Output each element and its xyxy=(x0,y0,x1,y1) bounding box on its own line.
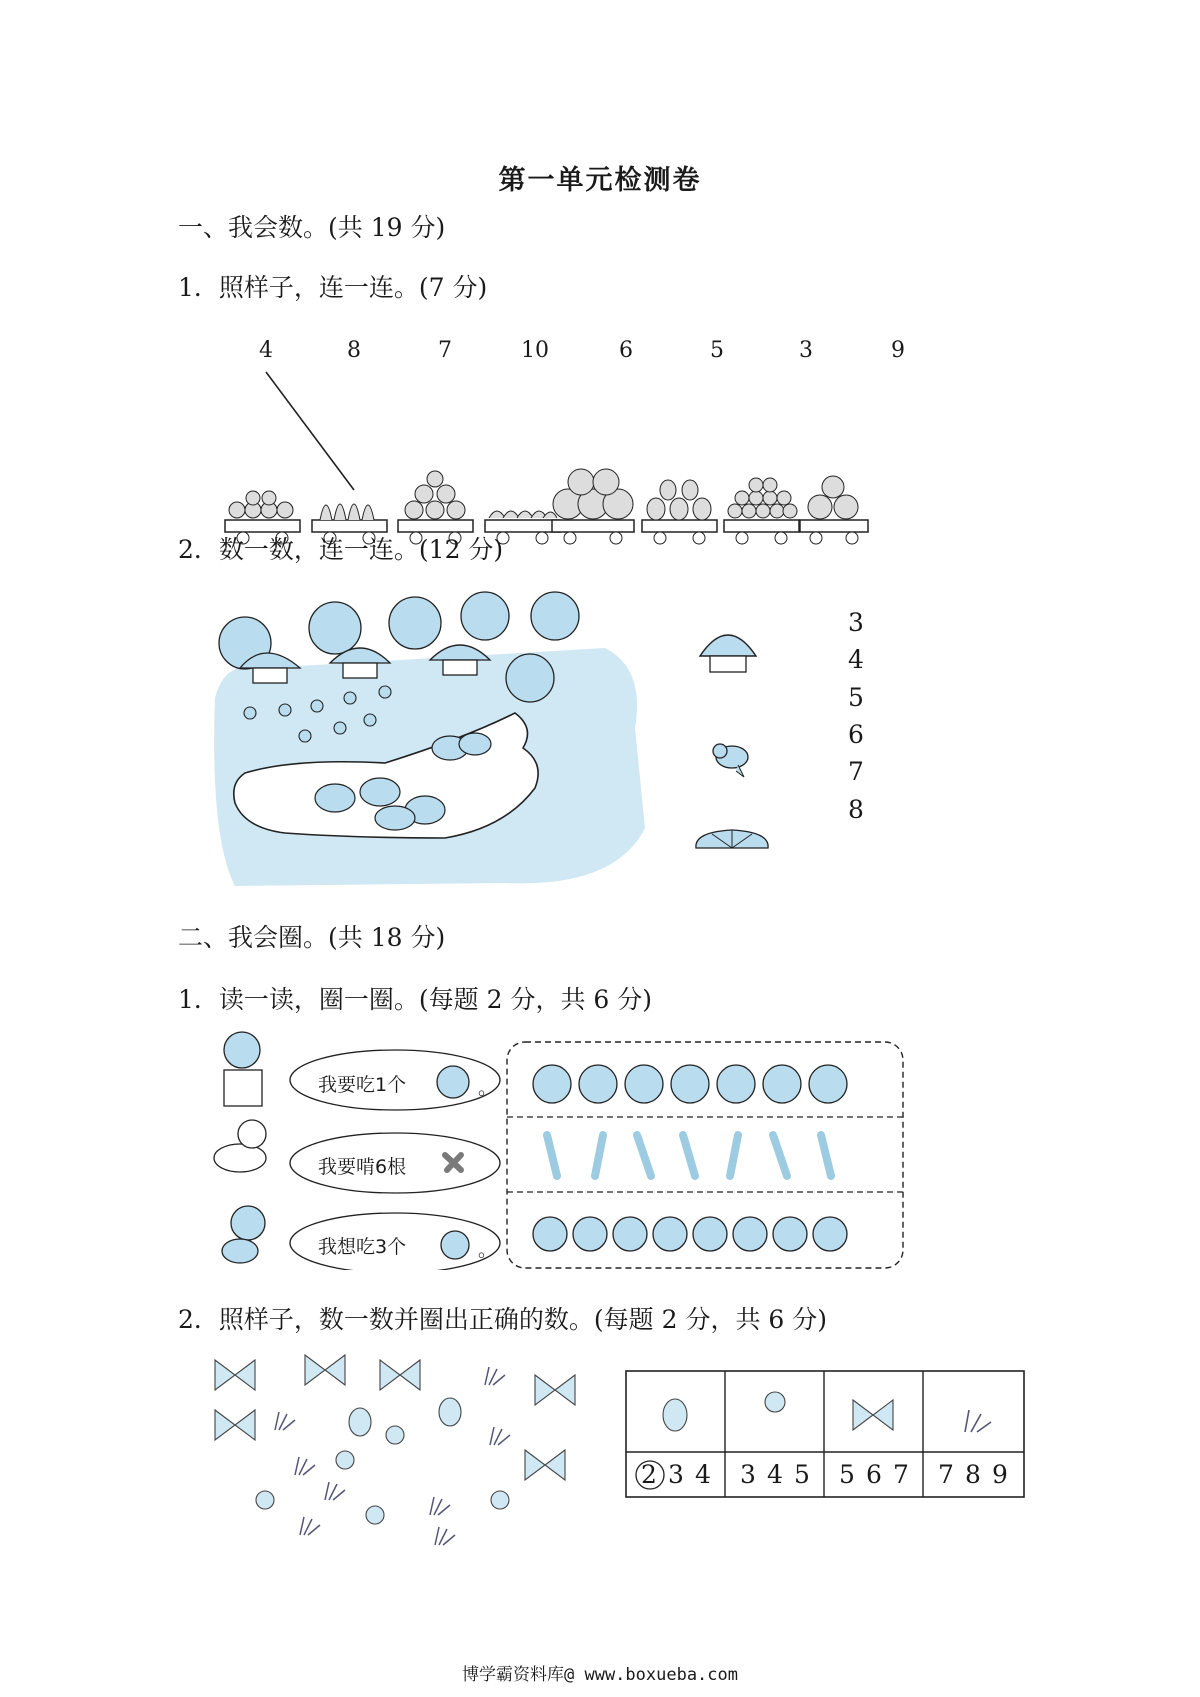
bubble-end-mark: 。 xyxy=(478,1239,498,1261)
apple-icon[interactable] xyxy=(717,1065,755,1103)
question-2-2-label: 2．照样子，数一数并圈出正确的数。(每题 2 分，共 6 分) xyxy=(178,1305,828,1334)
question-1-1-label: 1．照样子，连一连。(7 分) xyxy=(178,273,488,302)
number-label: 10 xyxy=(521,338,549,363)
boy-icon xyxy=(224,1032,262,1106)
grass-icon xyxy=(295,1457,315,1475)
table-choice[interactable]: 2 xyxy=(641,1460,657,1489)
apple-icon[interactable] xyxy=(671,1065,709,1103)
cart-oranges[interactable] xyxy=(724,478,799,544)
butterfly-icon xyxy=(305,1355,345,1385)
peach-icon[interactable] xyxy=(653,1217,687,1251)
mushroom-house-icon xyxy=(700,635,756,672)
peach-icon[interactable] xyxy=(773,1217,807,1251)
apple-icon[interactable] xyxy=(625,1065,663,1103)
apple-icon[interactable] xyxy=(809,1065,847,1103)
section-heading-2: 二、我会圈。(共 18 分) xyxy=(178,923,446,952)
example-connect-line xyxy=(266,372,354,490)
grass-icon xyxy=(325,1482,345,1500)
cart-melons[interactable] xyxy=(552,469,634,544)
butterfly-icon xyxy=(525,1450,565,1480)
scattered-items xyxy=(205,1350,605,1550)
bubble-end-mark: 。 xyxy=(478,1077,498,1099)
rose-icon xyxy=(336,1451,354,1469)
apple-icon xyxy=(437,1066,469,1098)
count-option[interactable]: 4 xyxy=(848,645,864,674)
peach-icon[interactable] xyxy=(533,1217,567,1251)
table-choice[interactable]: 8 xyxy=(965,1460,981,1489)
count-option[interactable]: 7 xyxy=(848,757,864,786)
count-option[interactable]: 3 xyxy=(848,608,864,637)
count-items xyxy=(692,618,772,878)
peach-icon[interactable] xyxy=(693,1217,727,1251)
peach-icon[interactable] xyxy=(613,1217,647,1251)
butterfly-icon xyxy=(380,1360,420,1390)
pond-scene xyxy=(205,588,655,888)
rabbit-icon xyxy=(349,1408,371,1436)
peach-icon[interactable] xyxy=(813,1217,847,1251)
number-label: 4 xyxy=(259,338,273,363)
table-choice[interactable]: 5 xyxy=(794,1460,810,1489)
count-option[interactable]: 8 xyxy=(848,795,864,824)
apple-icon[interactable] xyxy=(763,1065,801,1103)
question-1-2-label: 2．数一数，连一连。(12 分) xyxy=(178,535,504,564)
table-choice[interactable]: 5 xyxy=(839,1460,855,1489)
footer-watermark: 博学霸资料库@ www.boxueba.com xyxy=(462,1665,738,1685)
apple-icon[interactable] xyxy=(579,1065,617,1103)
table-choice[interactable]: 7 xyxy=(893,1460,909,1489)
rose-icon xyxy=(765,1392,785,1412)
table-choice[interactable]: 7 xyxy=(938,1460,954,1489)
number-label: 5 xyxy=(710,338,724,363)
rose-icon xyxy=(491,1491,509,1509)
grass-icon xyxy=(485,1367,505,1385)
number-label: 6 xyxy=(619,338,633,363)
peach-icon xyxy=(441,1231,469,1259)
count-option[interactable]: 5 xyxy=(848,683,864,712)
number-label: 9 xyxy=(891,338,905,363)
grass-icon xyxy=(435,1527,455,1545)
rose-icon xyxy=(256,1491,274,1509)
dog-icon xyxy=(214,1120,266,1172)
monkey-icon xyxy=(222,1206,265,1263)
grass-icon xyxy=(300,1517,320,1535)
grass-icon xyxy=(490,1427,510,1445)
table-choice[interactable]: 9 xyxy=(992,1460,1008,1489)
cart-tomatoes[interactable] xyxy=(800,476,868,544)
bubble-text-3: 我想吃3个 xyxy=(318,1236,407,1258)
number-label: 8 xyxy=(347,338,361,363)
table-choice[interactable]: 3 xyxy=(668,1460,684,1489)
number-label: 7 xyxy=(438,338,452,363)
butterfly-icon xyxy=(215,1410,255,1440)
apple-icon[interactable] xyxy=(533,1065,571,1103)
lily-pad-icon xyxy=(696,830,768,848)
bird-icon xyxy=(713,744,748,777)
grass-icon xyxy=(430,1497,450,1515)
question-2-1-label: 1．读一读，圈一圈。(每题 2 分，共 6 分) xyxy=(178,985,653,1014)
characters xyxy=(210,1028,280,1268)
table-choice[interactable]: 4 xyxy=(767,1460,783,1489)
rose-icon xyxy=(386,1426,404,1444)
table-choice[interactable]: 6 xyxy=(866,1460,882,1489)
butterfly-icon xyxy=(535,1375,575,1405)
circle-choose-box xyxy=(505,1040,905,1270)
count-option[interactable]: 6 xyxy=(848,720,864,749)
grass-icon xyxy=(275,1412,295,1430)
bubble-text-1: 我要吃1个 xyxy=(318,1074,407,1096)
page-title: 第一单元检测卷 xyxy=(498,165,702,196)
peach-icon[interactable] xyxy=(733,1217,767,1251)
cart-pears[interactable] xyxy=(642,480,717,544)
section-heading-1: 一、我会数。(共 19 分) xyxy=(178,213,446,242)
number-label: 3 xyxy=(799,338,813,363)
rabbit-icon xyxy=(663,1399,687,1431)
butterfly-icon xyxy=(215,1360,255,1390)
table-choice[interactable]: 3 xyxy=(740,1460,756,1489)
table-choice[interactable]: 4 xyxy=(695,1460,711,1489)
bubble-text-2: 我要啃6根 xyxy=(318,1156,407,1178)
rose-icon xyxy=(366,1506,384,1524)
peach-icon[interactable] xyxy=(573,1217,607,1251)
rabbit-icon xyxy=(439,1398,461,1426)
